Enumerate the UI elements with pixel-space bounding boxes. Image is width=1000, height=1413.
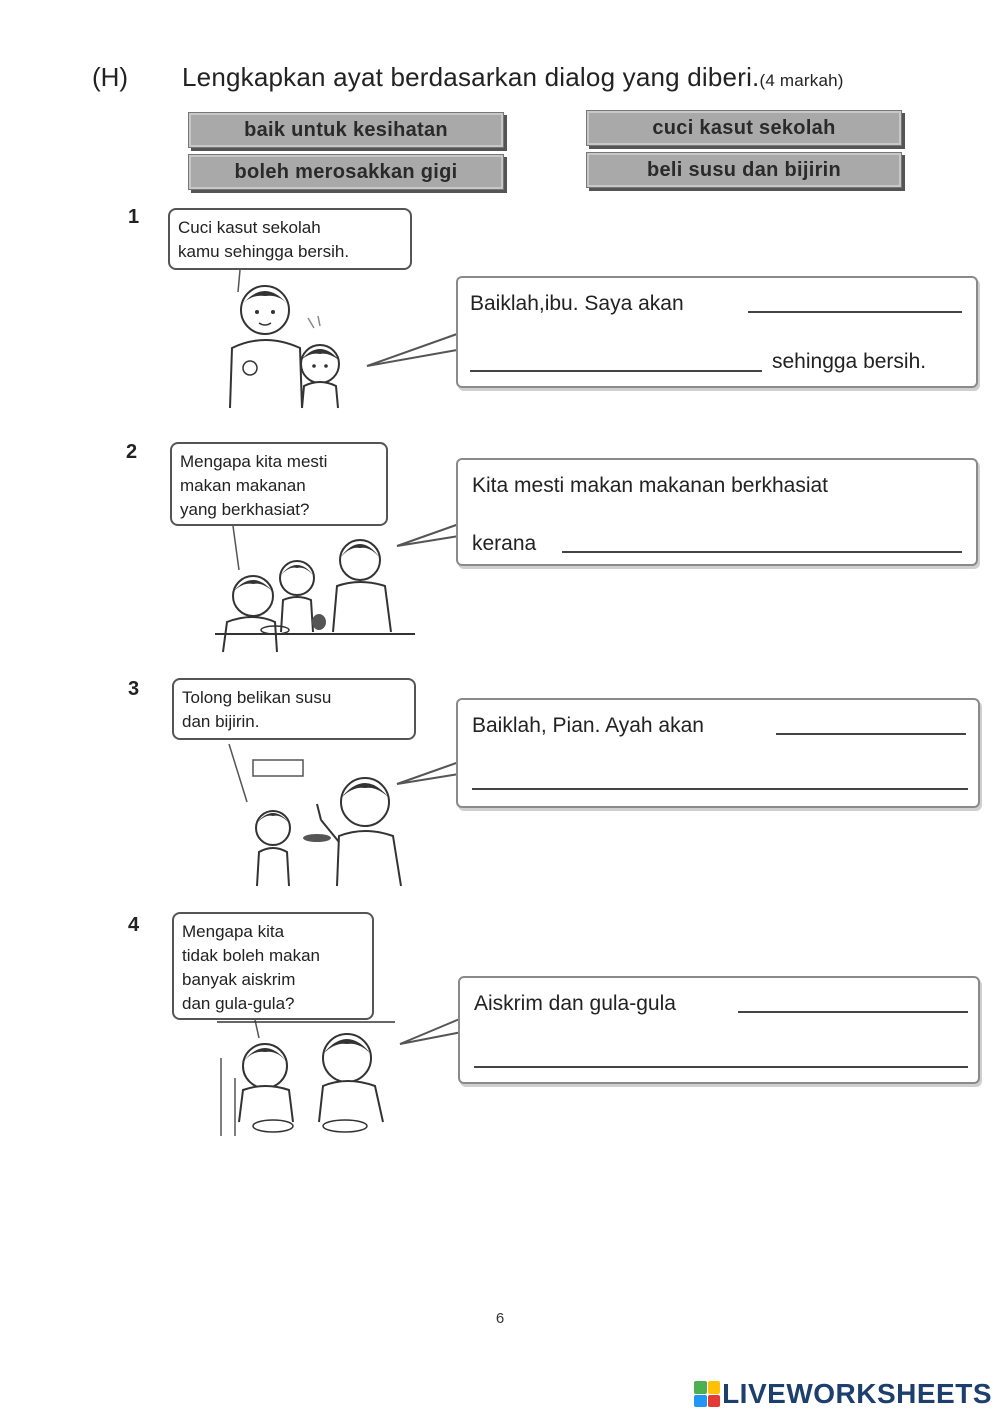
bubble-line: Cuci kasut sekolah	[178, 218, 321, 237]
answer-suffix: sehingga bersih.	[772, 350, 927, 373]
bubble-line: Mengapa kita mesti	[180, 452, 328, 471]
answer-blank[interactable]	[738, 1011, 968, 1013]
answer-blank[interactable]	[472, 788, 968, 790]
answer-prompt: Baiklah, Pian. Ayah akan	[472, 714, 704, 737]
brand-name: LIVEWORKSHEETS	[722, 1378, 992, 1409]
bubble-line: tidak boleh makan	[182, 946, 320, 965]
speech-bubble	[170, 442, 388, 526]
bubble-line: yang berkhasiat?	[180, 500, 310, 519]
brand-logo	[694, 1378, 992, 1410]
instruction-main: Lengkapkan ayat berdasarkan dialog yang diberi.	[182, 62, 760, 92]
bubble-line: Mengapa kita	[182, 922, 285, 941]
word-bank-item[interactable]: baik untuk kesihatan	[188, 112, 504, 148]
bubble-line: kamu sehingga bersih.	[178, 242, 350, 261]
speech-bubble	[172, 678, 416, 740]
answer-blank[interactable]	[748, 311, 962, 313]
answer-blank[interactable]	[474, 1066, 968, 1068]
word-bank-item[interactable]: boleh merosakkan gigi	[188, 154, 504, 190]
bubble-line: dan bijirin.	[182, 712, 260, 731]
bubble-line: Tolong belikan susu	[182, 688, 332, 707]
instruction-text	[182, 62, 844, 93]
bubble-tail	[365, 330, 465, 370]
father-son-illustration	[225, 740, 415, 888]
word-bank-item[interactable]: beli susu dan bijirin	[586, 152, 902, 188]
bubble-line: dan gula-gula?	[182, 994, 295, 1013]
question-number: 1	[128, 206, 140, 228]
mother-child-illustration	[210, 268, 370, 413]
speech-bubble	[168, 208, 412, 270]
word-bank-item[interactable]: cuci kasut sekolah	[586, 110, 902, 146]
answer-prompt: Baiklah,ibu. Saya akan	[470, 292, 684, 315]
question-number: 2	[126, 441, 138, 463]
answer-blank[interactable]	[470, 370, 762, 372]
answer-blank[interactable]	[776, 733, 966, 735]
question-number: 4	[128, 914, 140, 936]
section-label: (H)	[92, 62, 129, 92]
bubble-line: banyak aiskrim	[182, 970, 296, 989]
bubble-tail	[395, 520, 465, 550]
answer-blank[interactable]	[562, 551, 962, 553]
bubble-line: makan makanan	[180, 476, 306, 495]
marks-label: (4 markah)	[759, 71, 844, 90]
page-number: 6	[495, 1310, 505, 1327]
answer-prompt: Aiskrim dan gula-gula	[474, 992, 676, 1015]
bubble-tail	[395, 758, 465, 788]
answer-prompt: Kita mesti makan makanan berkhasiat	[472, 474, 829, 497]
family-eating-illustration	[215, 522, 415, 662]
speech-bubble	[172, 912, 374, 1020]
children-eating-illustration	[215, 1018, 405, 1140]
liveworksheets-icon	[694, 1381, 720, 1407]
answer-prefix: kerana	[472, 532, 537, 555]
question-number: 3	[128, 678, 140, 700]
